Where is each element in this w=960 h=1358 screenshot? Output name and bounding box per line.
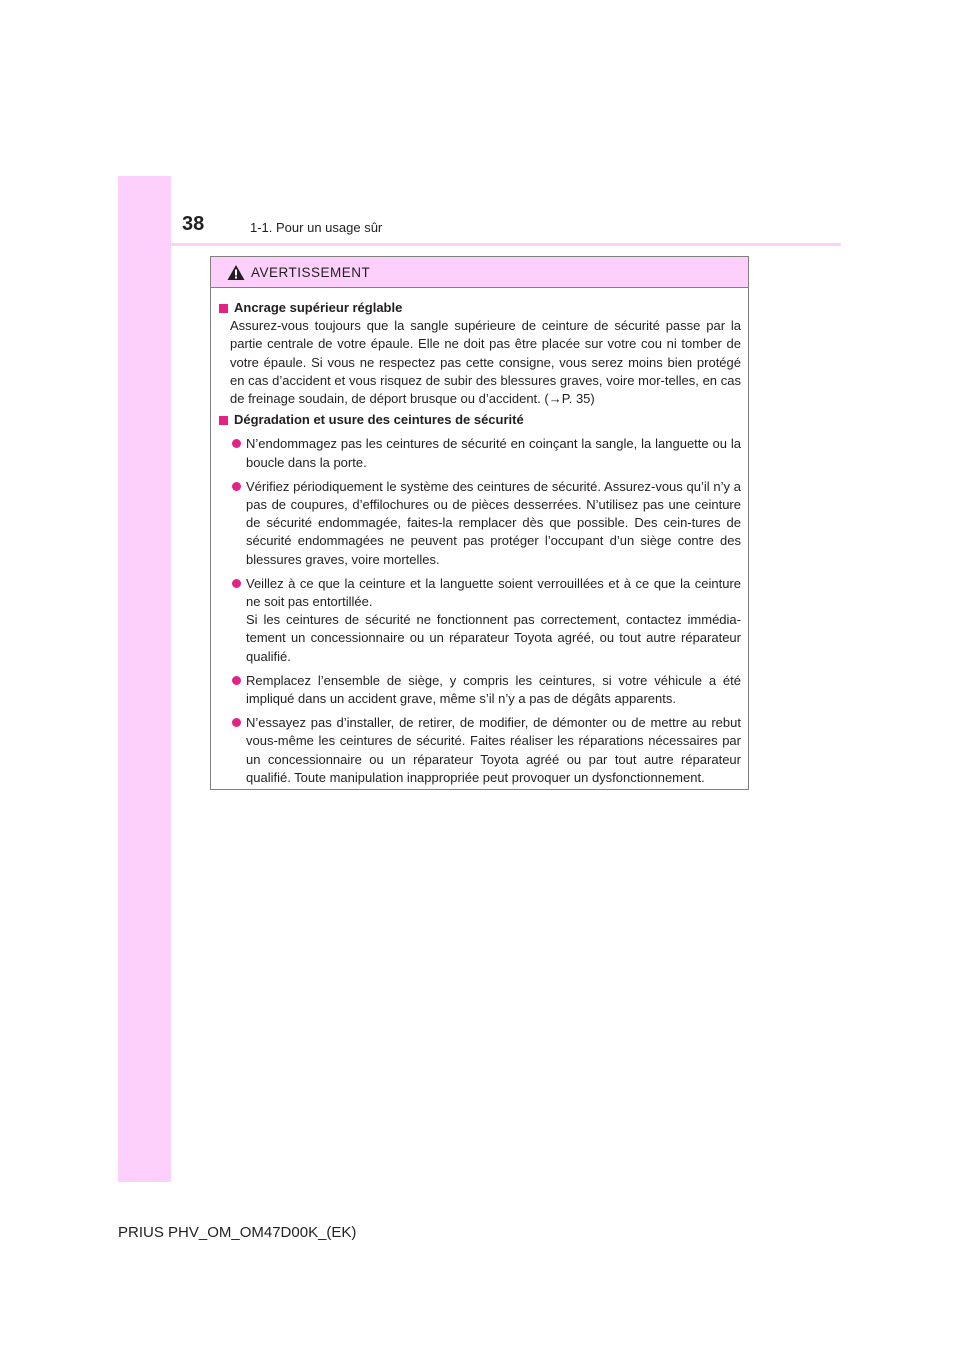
warning-header (211, 257, 748, 288)
list-item-text: Vérifiez périodiquement le système des ceintures de sécurité. Assurez-vous qu’il n’y a pas de coupures, d’effilochures ou de pièces desserrées. N’utilisez pas une ceinture de sécurité endommagée, faites-la remplacer dès que possible. Des cein-tures de sécurité endommagées ne peuvent pas protéger l’occupant d’un siège contre des blessures graves, voire mortelles. (246, 478, 741, 567)
header-rule (171, 243, 841, 246)
topic-paragraph: Assurez-vous toujours que la sangle supérieure de ceinture de sécurité passe par la partie centrale de votre épaule. Elle ne doit pas être placée sur votre cou ni tomber de votre épaule. Si vous ne respectez pas cette consigne, vous serez moins bien protégé en cas d’accident et vous risquez de subir des blessures graves, voire mor-telles, en cas de freinage soudain, de déport brusque ou d’accident. (→P. 35) (230, 318, 741, 407)
topic-heading (219, 411, 741, 429)
list-item-text: Si les ceintures de sécurité ne fonctionnent pas correctement, contactez immédia-tement un concessionnaire ou un réparateur Toyota agréé, ou tout autre réparateur qualifié. (246, 612, 741, 664)
warning-body (211, 288, 748, 787)
list-item-text: Remplacez l’ensemble de siège, y compris les ceintures, si votre véhicule a été impliqué dans un accident grave, même s’il n’y a pas de dégâts apparents. (246, 672, 741, 707)
list-item (219, 575, 741, 666)
square-bullet-icon (219, 416, 228, 425)
topic-heading-text: Dégradation et usure des ceintures de sécurité (234, 412, 524, 428)
warning-triangle-icon (227, 264, 245, 281)
page-number: 38 (182, 213, 205, 235)
round-bullet-icon (232, 672, 246, 708)
round-bullet-icon (232, 478, 246, 569)
topic-belt-wear (219, 411, 741, 787)
list-item (219, 714, 741, 787)
warning-title: AVERTISSEMENT (251, 264, 371, 280)
list-item-text: N’essayez pas d’installer, de retirer, de modifier, de démonter ou de mettre au rebut vous-même les ceintures de sécurité. Faites réaliser les réparations nécessaires par un concessionnaire ou un réparateur Toyota agréé ou par tout autre réparateur qualifié. Toute manipulation inappropriée peut provoquer un dysfonctionnement. (246, 715, 741, 785)
list-item (219, 672, 741, 708)
round-bullet-icon (232, 714, 246, 787)
document-id: PRIUS PHV_OM_OM47D00K_(EK) (118, 1224, 357, 1241)
list-item (219, 478, 741, 569)
topic-adjustable-anchor (219, 299, 741, 408)
list-item-text: Veillez à ce que la ceinture et la languette soient verrouillées et à ce que la ceinture ne soit pas entortillée. (246, 575, 741, 610)
side-color-band (118, 176, 171, 1182)
section-title: 1-1. Pour un usage sûr (250, 220, 383, 235)
square-bullet-icon (219, 304, 228, 313)
list-item (219, 435, 741, 471)
list-item-text: N’endommagez pas les ceintures de sécurité en coinçant la sangle, la languette ou la boucle dans la porte. (246, 436, 741, 470)
topic-heading-text: Ancrage supérieur réglable (234, 300, 403, 315)
round-bullet-icon (232, 575, 246, 666)
round-bullet-icon (232, 435, 246, 471)
topic-heading (219, 299, 741, 317)
warning-box (210, 256, 749, 790)
